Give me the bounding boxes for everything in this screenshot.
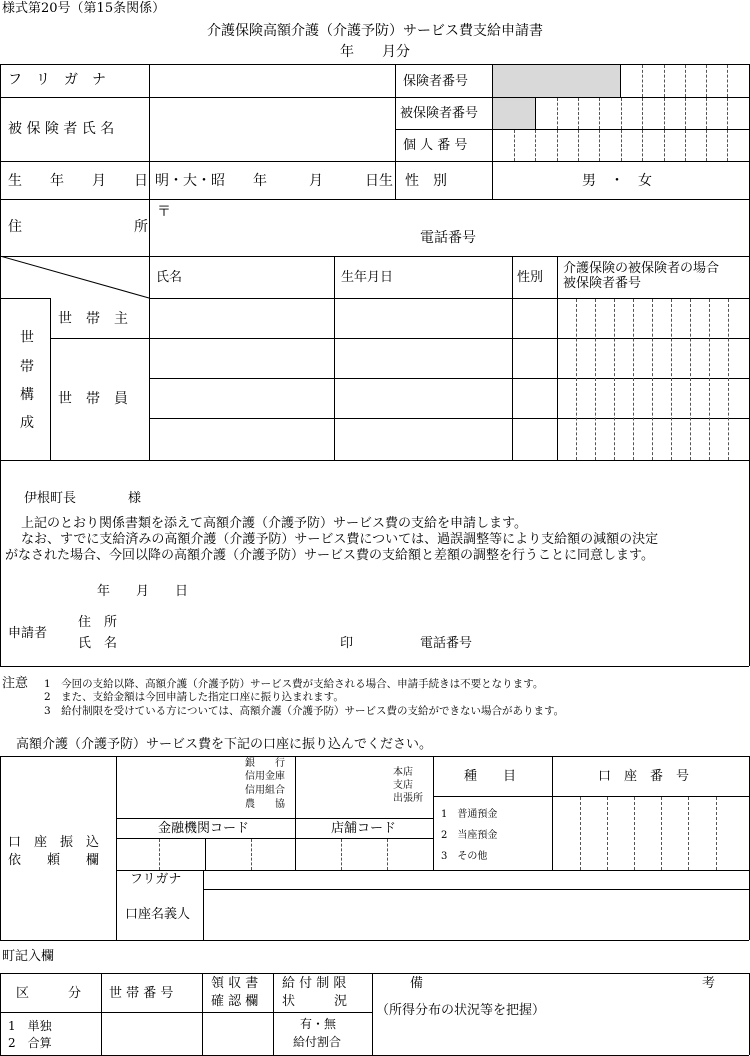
composition-char: 構 xyxy=(20,387,34,403)
form-subtitle: 年 月分 xyxy=(340,44,410,60)
note-item: 1 今回の支給以降、高額介護（介護予防）サービス費が支給される場合、申請手続きは不要となります。 xyxy=(44,678,544,690)
notes-label: 注意 xyxy=(2,676,29,691)
composition-char: 成 xyxy=(20,415,34,431)
sex-label: 性 別 xyxy=(405,173,447,189)
kind-option[interactable]: 2 当座預金 xyxy=(441,830,498,841)
town-class-label: 区 分 xyxy=(16,986,82,1001)
note-item: 3 給付制限を受けている方については、高額介護（介護予防）サービス費の支給ができない場合があります。 xyxy=(44,705,565,717)
addressee: 伊根町長 様 xyxy=(24,491,142,506)
bank-intro: 高額介護（介護予防）サービス費を下記の口座に振り込んでください。 xyxy=(16,737,433,752)
town-section-label: 町記入欄 xyxy=(2,949,55,964)
application-body-2: なお、すでに支給済みの高額介護（介護予防）サービス費については、過誤調整等により支給額の減額の決定 xyxy=(8,532,659,547)
insured-number-label: 被保険者番号 xyxy=(400,106,479,121)
household-head-label: 世 帯 主 xyxy=(58,311,128,327)
town-receipt-label-2: 確 認 欄 xyxy=(211,994,259,1009)
insured-number-shaded xyxy=(493,98,535,129)
inst-type: 銀 行 xyxy=(245,758,285,769)
application-date: 年 月 日 xyxy=(97,584,189,599)
kind-label: 種 目 xyxy=(464,769,517,784)
applicant-phone-label: 電話番号 xyxy=(420,636,473,651)
kind-option[interactable]: 1 普通預金 xyxy=(441,809,498,820)
composition-char: 帯 xyxy=(20,359,34,375)
town-remarks-note: （所得分布の状況等を把握） xyxy=(376,1003,546,1018)
application-body-1: 上記のとおり関係書類を添えて高額介護（介護予防）サービス費の支給を申請します。 xyxy=(8,516,527,531)
town-limit-label-2: 状 況 xyxy=(282,994,348,1009)
branch-type: 本店 xyxy=(393,767,413,778)
phone-label: 電話番号 xyxy=(420,230,476,246)
inst-type: 信用金庫 xyxy=(245,771,285,782)
town-remarks-label-1: 備 xyxy=(410,976,424,991)
applicant-name-label: 氏 名 xyxy=(78,636,118,651)
note-item: 2 また、支給金額は今回申請した指定口座に振り込まれます。 xyxy=(44,691,344,703)
branch-type: 支店 xyxy=(393,780,413,791)
applicant-address-label: 住 所 xyxy=(78,615,118,630)
insurer-number-label: 保険者番号 xyxy=(403,74,469,89)
kind-option[interactable]: 3 その他 xyxy=(441,851,488,862)
birth-date-era: 明・大・昭 年 月 日生 xyxy=(155,173,393,189)
sex-options[interactable]: 男 ・ 女 xyxy=(582,173,652,189)
town-class-option[interactable]: 1 単独 xyxy=(8,1019,52,1033)
bank-side-label-1: 口 座 振 込 xyxy=(8,835,100,850)
seal-mark: 印 xyxy=(340,636,354,651)
insured-name-label: 被 保 険 者 氏 名 xyxy=(8,121,115,137)
insurer-number-shaded xyxy=(493,65,620,97)
birth-date-label: 生 年 月 日 xyxy=(8,173,148,189)
branch-type: 出張所 xyxy=(393,793,423,804)
town-class-option[interactable]: 2 合算 xyxy=(8,1036,52,1050)
account-furigana-label: フリガナ xyxy=(130,872,182,887)
inst-type: 信用組合 xyxy=(245,785,285,796)
applicant-label: 申請者 xyxy=(8,626,48,641)
form-title: 介護保険高額介護（介護予防）サービス費支給申請書 xyxy=(207,23,543,39)
account-holder-label: 口座名義人 xyxy=(125,907,191,922)
address-label: 住 所 xyxy=(8,219,148,235)
town-limit-option: 給付割合 xyxy=(293,1035,342,1049)
household-col-birth: 生年月日 xyxy=(341,270,394,285)
form-number: 様式第20号（第15条関係） xyxy=(2,1,166,16)
household-col-kaigo-1: 介護保険の被保険者の場合 xyxy=(563,261,720,276)
branch-code-label: 店舗コード xyxy=(331,821,397,836)
inst-code-label: 金融機関コード xyxy=(158,821,250,836)
town-remarks-label-2: 考 xyxy=(702,976,716,991)
town-limit-option[interactable]: 有・無 xyxy=(300,1017,337,1031)
household-col-kaigo-2: 被保険者番号 xyxy=(563,276,642,291)
town-household-no-label: 世 帯 番 号 xyxy=(109,986,174,1001)
diagonal-line xyxy=(0,256,150,299)
town-limit-label-1: 給 付 制 限 xyxy=(282,976,347,991)
postal-mark: 〒 xyxy=(157,204,171,220)
personal-number-label: 個 人 番 号 xyxy=(403,138,468,153)
furigana-label: フ リ ガ ナ xyxy=(8,72,106,88)
inst-type: 農 協 xyxy=(245,799,285,810)
composition-char: 世 xyxy=(20,330,34,346)
household-col-sex: 性別 xyxy=(517,270,544,285)
household-col-name: 氏名 xyxy=(156,270,183,285)
town-receipt-label-1: 領 収 書 xyxy=(211,976,259,991)
bank-side-label-2: 依 頼 欄 xyxy=(8,853,100,868)
account-number-label: 口 座 番 号 xyxy=(598,769,690,784)
household-member-label: 世 帯 員 xyxy=(58,391,128,407)
application-body-3: がなされた場合、今回以降の高額介護（介護予防）サービス費の支給額と差額の調整を行うことに同意します。 xyxy=(5,548,654,563)
